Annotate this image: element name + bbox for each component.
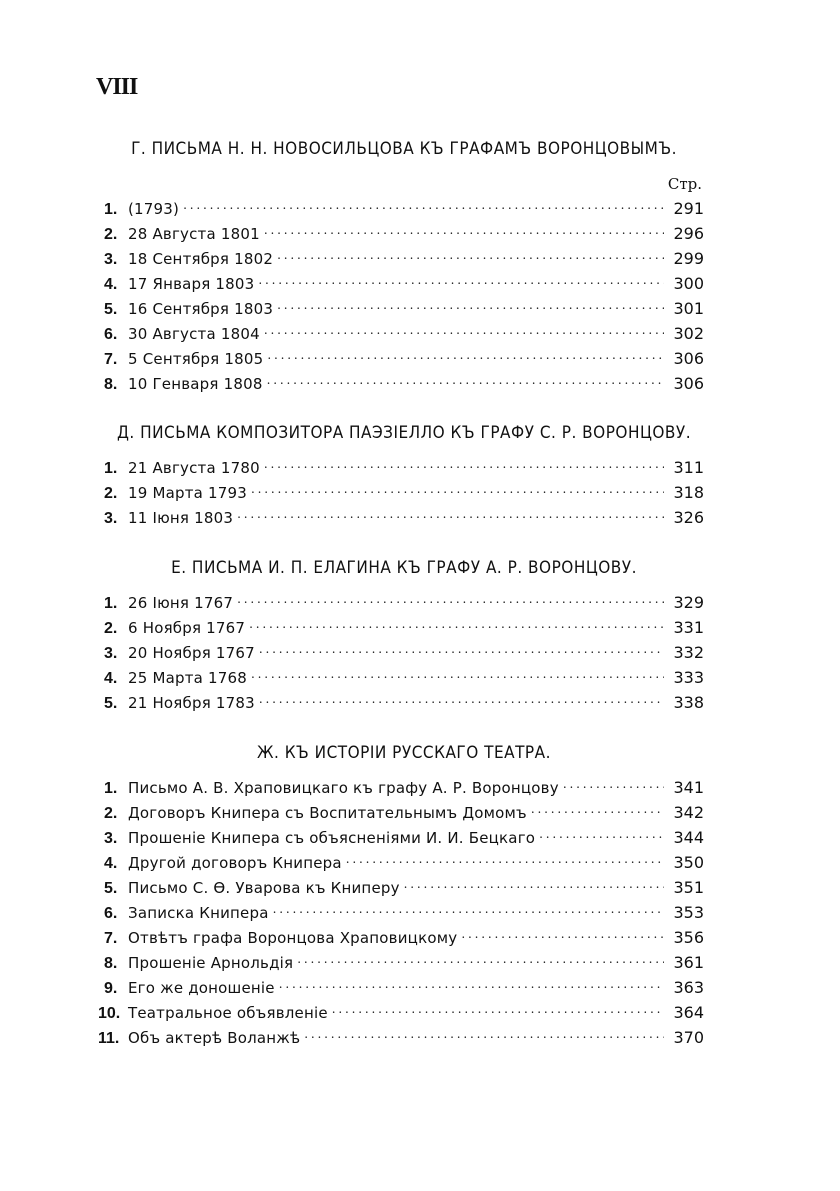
dot-leader <box>183 196 664 214</box>
entry-title: 11 Іюня 1803 <box>128 509 234 527</box>
section-g <box>104 136 704 396</box>
entry-number: 6. <box>104 905 118 922</box>
entry-page: 363 <box>673 978 704 997</box>
toc-entry[interactable] <box>104 925 704 950</box>
entry-page: 318 <box>673 483 704 502</box>
dot-leader <box>461 925 664 943</box>
entry-number: 3. <box>104 510 118 527</box>
toc-entry[interactable] <box>104 900 704 925</box>
entry-page: 300 <box>673 274 704 293</box>
entry-page: 326 <box>673 508 704 527</box>
toc-entry[interactable] <box>104 800 704 825</box>
entry-number: 11. <box>98 1030 120 1047</box>
dot-leader <box>277 296 664 314</box>
entry-page: 351 <box>673 878 704 897</box>
entry-page: 341 <box>673 778 704 797</box>
dot-leader <box>237 590 664 608</box>
dot-leader <box>264 221 664 239</box>
entry-number: 1. <box>104 460 118 477</box>
entry-page: 338 <box>673 693 704 712</box>
toc-entry[interactable] <box>104 371 704 396</box>
entry-number: 3. <box>104 251 118 268</box>
dot-leader <box>277 246 664 264</box>
dot-leader <box>267 371 664 389</box>
entry-page: 342 <box>673 803 704 822</box>
dot-leader <box>404 875 664 893</box>
entry-title: Другой договоръ Книпера <box>128 854 342 872</box>
dot-leader <box>237 505 664 523</box>
section-title: Ж. КЪ ИСТОРІИ РУССКАГО ТЕАТРА. <box>257 743 551 763</box>
toc-entry[interactable] <box>104 196 704 221</box>
toc-entry[interactable] <box>104 875 704 900</box>
dot-leader <box>279 975 664 993</box>
page-number: VIII <box>96 74 138 100</box>
entry-title: Прошеніе Арнольдія <box>128 954 294 972</box>
entry-number: 4. <box>104 670 118 687</box>
toc-entry[interactable] <box>104 950 704 975</box>
entry-page: 364 <box>673 1003 704 1022</box>
entry-number: 8. <box>104 955 118 972</box>
entry-title: 21 Ноября 1783 <box>128 694 255 712</box>
entry-page: 332 <box>673 643 704 662</box>
entry-number: 5. <box>104 880 118 897</box>
entry-page: 331 <box>673 618 704 637</box>
entry-list <box>104 455 704 530</box>
dot-leader <box>249 615 664 633</box>
entry-number: 4. <box>104 276 118 293</box>
entry-number: 1. <box>104 780 118 797</box>
toc-entry[interactable] <box>104 271 704 296</box>
entry-title: Отвѣтъ графа Воронцова Храповицкому <box>128 929 458 947</box>
dot-leader <box>332 1000 664 1018</box>
toc-entry[interactable] <box>104 640 704 665</box>
entry-title: 28 Августа 1801 <box>128 225 260 243</box>
section-title: Е. ПИСЬМА И. П. ЕЛАГИНА КЪ ГРАФУ А. Р. ВОРОНЦОВУ. <box>171 558 637 578</box>
entry-list <box>98 775 704 1050</box>
toc-entry[interactable] <box>104 850 704 875</box>
entry-page: 296 <box>673 224 704 243</box>
entry-title: 20 Ноября 1767 <box>128 644 255 662</box>
toc-entry[interactable] <box>98 1025 704 1050</box>
toc-entry[interactable] <box>104 975 704 1000</box>
entry-page: 299 <box>673 249 704 268</box>
entry-title: 17 Января 1803 <box>128 275 255 293</box>
entry-number: 2. <box>104 226 118 243</box>
toc-entry[interactable] <box>104 775 704 800</box>
entry-number: 5. <box>104 301 118 318</box>
entry-title: Письмо С. Ѳ. Уварова къ Книперу <box>128 879 400 897</box>
entry-number: 7. <box>104 351 118 368</box>
entry-number: 7. <box>104 930 118 947</box>
entry-title: 19 Марта 1793 <box>128 484 247 502</box>
entry-number: 2. <box>104 620 118 637</box>
dot-leader <box>258 271 664 289</box>
entry-title: 6 Ноября 1767 <box>128 619 246 637</box>
dot-leader <box>539 825 664 843</box>
entry-number: 5. <box>104 695 118 712</box>
dot-leader <box>297 950 664 968</box>
toc-entry[interactable] <box>104 321 704 346</box>
toc-entry[interactable] <box>104 480 704 505</box>
entry-number: 2. <box>104 485 118 502</box>
toc-entry[interactable] <box>104 615 704 640</box>
toc-entry[interactable] <box>104 590 704 615</box>
entry-number: 6. <box>104 326 118 343</box>
section-zh <box>98 740 704 1050</box>
dot-leader <box>346 850 664 868</box>
dot-leader <box>304 1025 664 1043</box>
entry-number: 4. <box>104 855 118 872</box>
toc-entry[interactable] <box>104 690 704 715</box>
entry-title: Театральное объявленіе <box>128 1004 328 1022</box>
entry-number: 10. <box>98 1005 121 1022</box>
entry-title: Объ актерѣ Воланжѣ <box>128 1029 301 1047</box>
entry-page: 344 <box>673 828 704 847</box>
section-title: Д. ПИСЬМА КОМПОЗИТОРА ПАЭЗІЕЛЛО КЪ ГРАФУ С. Р. ВОРОНЦОВУ. <box>116 423 692 443</box>
dot-leader <box>264 455 664 473</box>
entry-title: Договоръ Книпера съ Воспитательнымъ Домомъ <box>128 804 527 822</box>
entry-page: 291 <box>673 199 704 218</box>
dot-leader <box>563 775 664 793</box>
dot-leader <box>531 800 664 818</box>
entry-title: Письмо А. В. Храповицкаго къ графу А. Р. Воронцову <box>128 779 559 797</box>
entry-title: 18 Сентября 1802 <box>128 250 274 268</box>
entry-title: 10 Генваря 1808 <box>128 375 263 393</box>
section-title: Г. ПИСЬМА Н. Н. НОВОСИЛЬЦОВА КЪ ГРАФАМЪ ВОРОНЦОВЫМЪ. <box>131 139 677 159</box>
entry-title: 21 Августа 1780 <box>128 459 260 477</box>
entry-title: (1793) <box>128 200 180 218</box>
toc-entry[interactable] <box>98 1000 704 1025</box>
dot-leader <box>264 321 664 339</box>
entry-list <box>104 196 704 396</box>
entry-number: 9. <box>104 980 118 997</box>
entry-page: 329 <box>673 593 704 612</box>
entry-title: 5 Сентября 1805 <box>128 350 264 368</box>
dot-leader <box>267 346 664 364</box>
entry-page: 311 <box>673 458 704 477</box>
toc-entry[interactable] <box>104 346 704 371</box>
section-e <box>104 555 704 715</box>
entry-list <box>104 590 704 715</box>
entry-page: 306 <box>673 349 704 368</box>
entry-page: 301 <box>673 299 704 318</box>
toc-entry[interactable] <box>104 505 704 530</box>
entry-page: 353 <box>673 903 704 922</box>
toc-entry[interactable] <box>104 665 704 690</box>
entry-page: 302 <box>673 324 704 343</box>
dot-leader <box>259 640 664 658</box>
entry-page: 356 <box>673 928 704 947</box>
entry-title: Прошеніе Книпера съ объясненіями И. И. Бецкаго <box>128 829 536 847</box>
dot-leader <box>251 480 664 498</box>
entry-title: 16 Сентября 1803 <box>128 300 274 318</box>
toc-entry[interactable] <box>104 455 704 480</box>
entry-number: 2. <box>104 805 118 822</box>
entry-number: 3. <box>104 645 118 662</box>
entry-number: 1. <box>104 201 118 218</box>
entry-page: 350 <box>673 853 704 872</box>
dot-leader <box>273 900 664 918</box>
entry-title: Записка Книпера <box>128 904 269 922</box>
entry-page: 333 <box>673 668 704 687</box>
page-column-header: Стр. <box>667 175 702 193</box>
dot-leader <box>259 690 664 708</box>
entry-number: 8. <box>104 376 118 393</box>
entry-page: 370 <box>673 1028 704 1047</box>
entry-title: 26 Іюня 1767 <box>128 594 234 612</box>
entry-page: 361 <box>673 953 704 972</box>
entry-number: 3. <box>104 830 118 847</box>
toc-entry[interactable] <box>104 825 704 850</box>
toc-entry[interactable] <box>104 221 704 246</box>
section-d <box>104 420 704 530</box>
entry-title: 25 Марта 1768 <box>128 669 247 687</box>
toc-entry[interactable] <box>104 246 704 271</box>
entry-title: 30 Августа 1804 <box>128 325 260 343</box>
entry-page: 306 <box>673 374 704 393</box>
entry-title: Его же доношеніе <box>128 979 275 997</box>
dot-leader <box>251 665 664 683</box>
entry-number: 1. <box>104 595 118 612</box>
toc-entry[interactable] <box>104 296 704 321</box>
